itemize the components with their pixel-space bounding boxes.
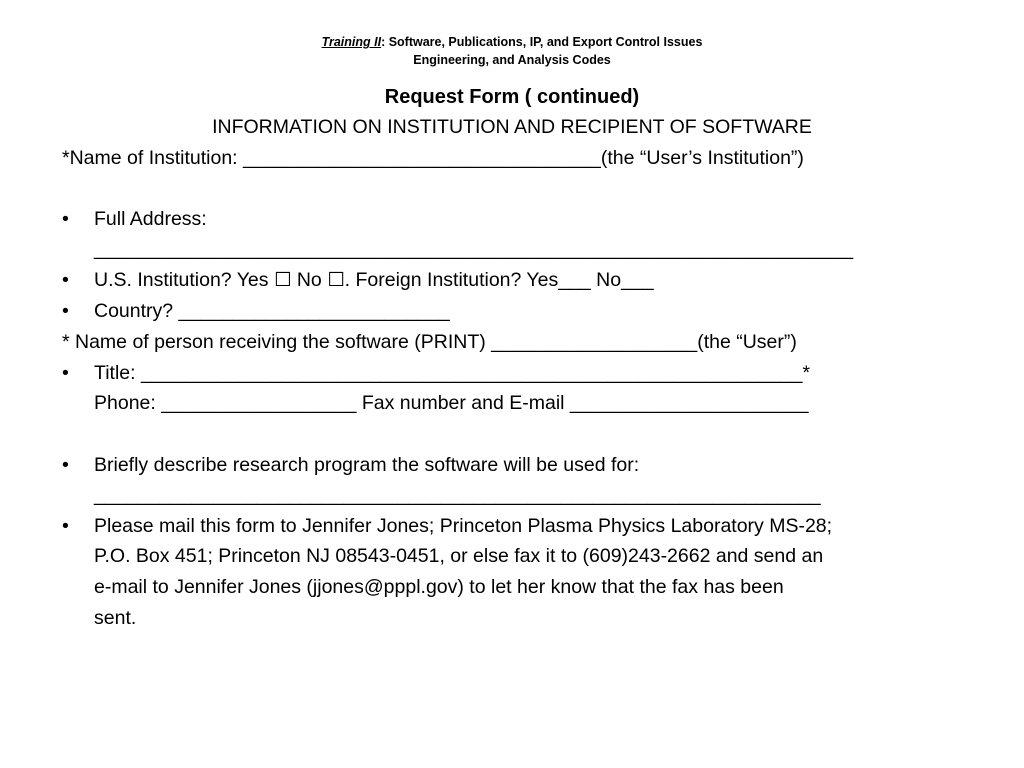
phone-fax-email-field[interactable]: Phone: __________________ Fax number and E-mail ______________________	[94, 392, 809, 414]
header-training-label: Training II	[321, 35, 382, 49]
bullet: •	[62, 515, 69, 537]
research-field[interactable]: ___________________________________________________________________	[94, 484, 821, 506]
mail-instructions-line-2: P.O. Box 451; Princeton NJ 08543-0451, or else fax it to (609)243-2662 and send an	[94, 545, 824, 567]
bullet: •	[62, 454, 69, 476]
us-institution-question[interactable]: U.S. Institution? Yes ☐ No ☐. Foreign Institution? Yes___ No___	[94, 269, 654, 291]
mail-instructions-line-4: sent.	[94, 607, 137, 629]
form-subtitle: INFORMATION ON INSTITUTION AND RECIPIENT OF SOFTWARE	[212, 116, 812, 138]
header-topic: : Software, Publications, IP, and Export Control Issues	[381, 35, 703, 49]
country-field[interactable]: Country? _________________________	[94, 300, 450, 322]
bullet: •	[62, 362, 69, 384]
full-address-field[interactable]: ______________________________________________________________________	[94, 238, 854, 260]
header-line-2: Engineering, and Analysis Codes	[413, 53, 611, 67]
form-title: Request Form ( continued)	[384, 86, 640, 108]
research-label: Briefly describe research program the software will be used for:	[94, 454, 640, 476]
recipient-name-field[interactable]: * Name of person receiving the software (PRINT) ___________________(the “User”)	[62, 331, 797, 353]
bullet: •	[62, 300, 69, 322]
mail-instructions-line-3: e-mail to Jennifer Jones (jjones@pppl.gov) to let her know that the fax has been	[94, 576, 784, 598]
header-line-1	[0, 34, 1024, 50]
bullet: •	[62, 208, 69, 230]
bullet: •	[62, 269, 69, 291]
full-address-label: Full Address:	[94, 208, 207, 230]
institution-name-field[interactable]: *Name of Institution: _________________________________(the “User’s Institution”)	[62, 147, 804, 169]
title-field[interactable]: Title: _____________________________________________________________*	[94, 362, 811, 384]
mail-instructions-line-1: Please mail this form to Jennifer Jones; Princeton Plasma Physics Laboratory MS-28;	[94, 515, 833, 537]
